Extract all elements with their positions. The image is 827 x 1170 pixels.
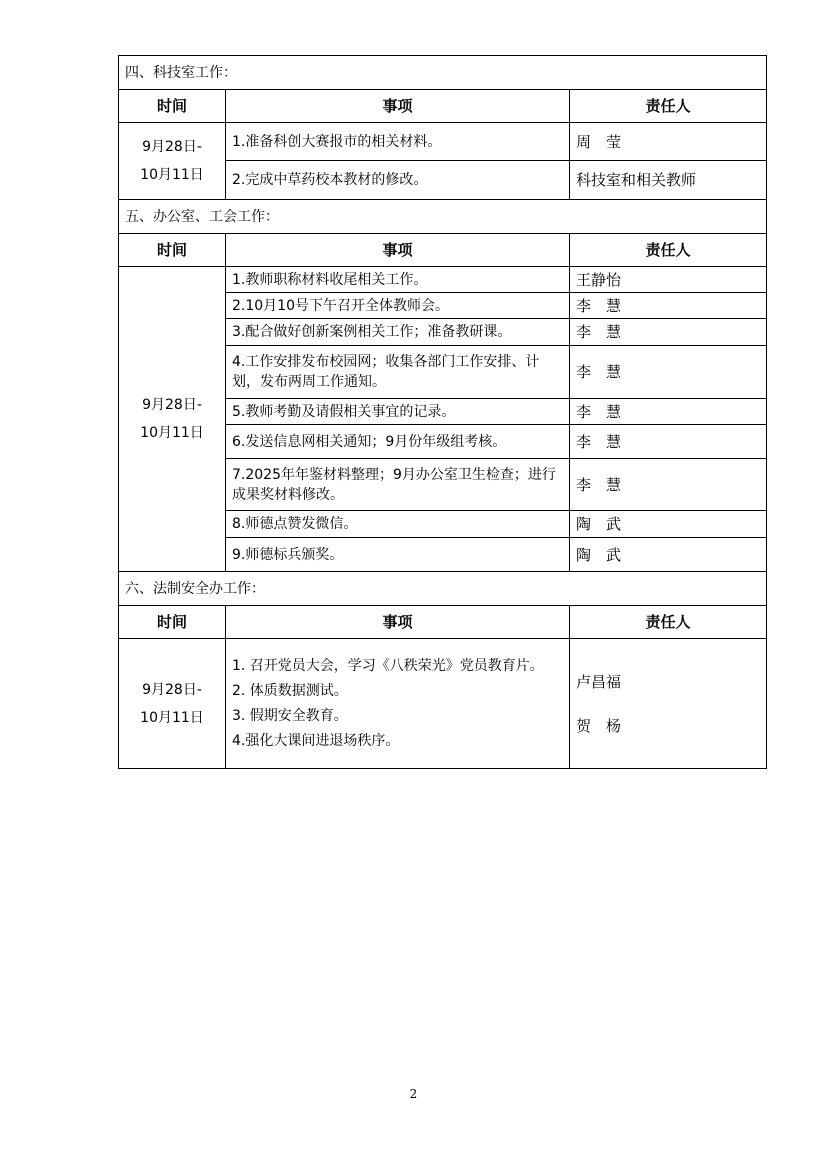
- owner-list-cell: [570, 639, 767, 769]
- task-cell: 2.完成中草药校本教材的修改。: [226, 161, 570, 200]
- section-title: 五、办公室、工会工作：: [119, 200, 767, 234]
- time-end: 10月11日: [140, 709, 204, 726]
- section-title: 四、科技室工作：: [119, 56, 767, 90]
- table-row: [119, 123, 767, 161]
- time-start: 9月28日-: [142, 139, 202, 155]
- task-cell: 6.发送信息网相关通知；9月份年级组考核。: [226, 425, 570, 459]
- owner-name: 贺 杨: [576, 716, 622, 735]
- header-time: 时间: [119, 234, 226, 267]
- owner-cell: 李 慧: [570, 425, 767, 459]
- task-cell: 5.教师考勤及请假相关事宜的记录。: [226, 399, 570, 425]
- header-task: 事项: [226, 234, 570, 267]
- task-cell: 7.2025年年鉴材料整理；9月办公室卫生检查；进行成果奖材料修改。: [226, 459, 570, 511]
- owner-cell: 李 慧: [570, 399, 767, 425]
- time-cell: [119, 639, 226, 769]
- owner-name: 卢昌福: [576, 672, 622, 691]
- work-schedule-table: [118, 55, 767, 769]
- time-cell: [119, 123, 226, 200]
- page-number: 2: [409, 1087, 418, 1101]
- section-title-row: [119, 200, 767, 234]
- owner-cell: 科技室和相关教师: [570, 161, 767, 200]
- task-cell: 8.师德点赞发微信。: [226, 511, 570, 538]
- section-title: 六、法制安全办工作：: [119, 572, 767, 606]
- header-time: 时间: [119, 90, 226, 123]
- header-row: [119, 90, 767, 123]
- owner-cell: 李 慧: [570, 319, 767, 346]
- task-cell: 2.10月10号下午召开全体教师会。: [226, 293, 570, 319]
- owner-cell: 李 慧: [570, 293, 767, 319]
- task-cell: 3.配合做好创新案例相关工作；准备教研课。: [226, 319, 570, 346]
- task-cell: 9.师德标兵颁奖。: [226, 538, 570, 572]
- time-cell: [119, 267, 226, 572]
- list-item: 4.强化大课间进退场秩序。: [232, 732, 400, 749]
- list-item: 1. 召开党员大会，学习《八秩荣光》党员教育片。: [232, 657, 544, 674]
- owner-cell: 陶 武: [570, 538, 767, 572]
- list-item: 3. 假期安全教育。: [232, 707, 348, 724]
- header-owner: 责任人: [570, 90, 767, 123]
- time-start: 9月28日-: [142, 681, 202, 698]
- header-owner: 责任人: [570, 606, 767, 639]
- task-cell: 1.准备科创大赛报市的相关材料。: [226, 123, 570, 161]
- task-cell: 1.教师职称材料收尾相关工作。: [226, 267, 570, 293]
- task-cell: 4.工作安排发布校园网；收集各部门工作安排、计划，发布两周工作通知。: [226, 346, 570, 399]
- owner-cell: 王静怡: [570, 267, 767, 293]
- header-task: 事项: [226, 606, 570, 639]
- header-owner: 责任人: [570, 234, 767, 267]
- owner-cell: 周 莹: [570, 123, 767, 161]
- time-end: 10月11日: [140, 425, 204, 441]
- header-time: 时间: [119, 606, 226, 639]
- section-title-row: [119, 572, 767, 606]
- time-end: 10月11日: [140, 167, 204, 183]
- header-task: 事项: [226, 90, 570, 123]
- time-start: 9月28日-: [142, 397, 202, 413]
- table-row: [119, 639, 767, 769]
- table-row: [119, 267, 767, 293]
- header-row: [119, 606, 767, 639]
- owner-cell: 李 慧: [570, 459, 767, 511]
- list-item: 2. 体质数据测试。: [232, 682, 348, 699]
- task-list-cell: [226, 639, 570, 769]
- header-row: [119, 234, 767, 267]
- owner-cell: 陶 武: [570, 511, 767, 538]
- owner-cell: 李 慧: [570, 346, 767, 399]
- section-title-row: [119, 56, 767, 90]
